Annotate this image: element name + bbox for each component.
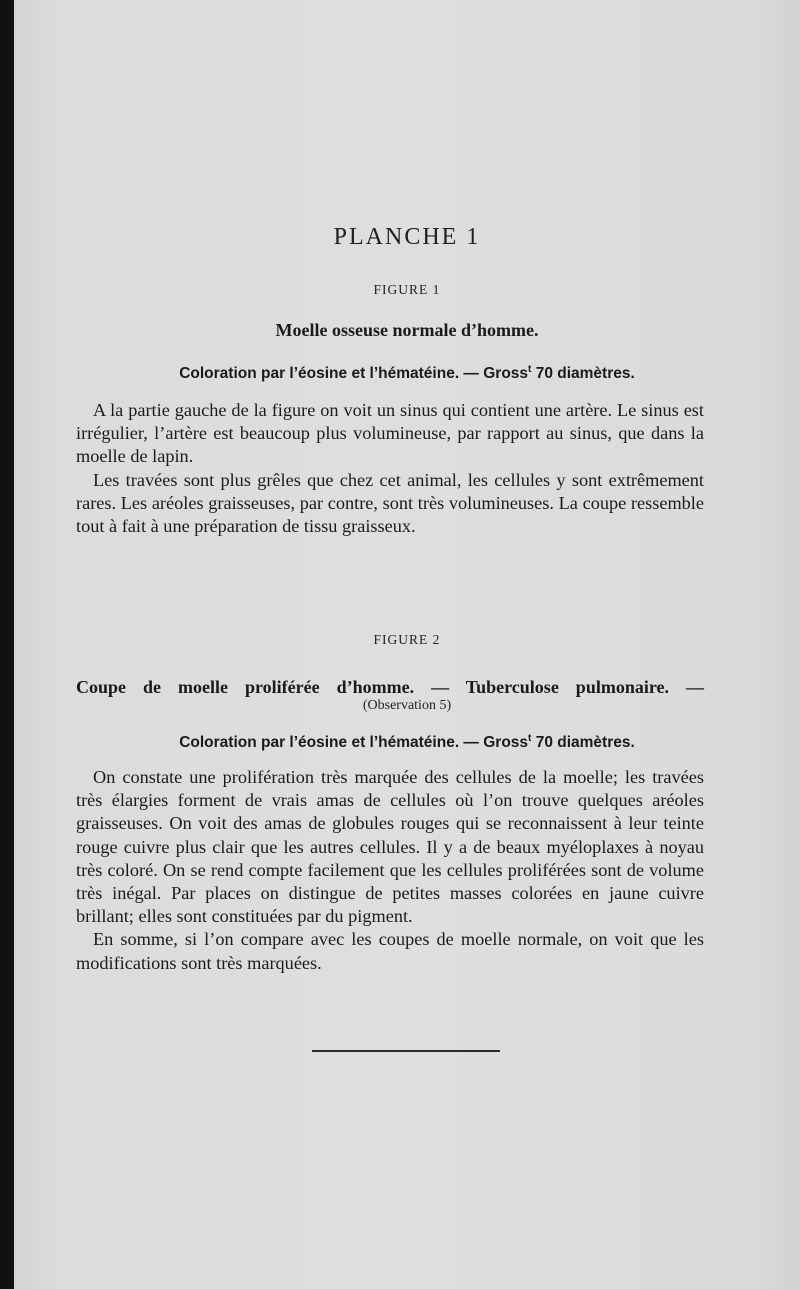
- figure-2-title: Coupe de moelle proliférée d’homme. — Tuberculose pulmonaire. —: [76, 677, 704, 697]
- figure-1-staining: Coloration par l’éosine et l’hématéine. — Gross$^t$ 70 diamètres.: [179, 363, 635, 382]
- figure-1-description: [76, 399, 704, 538]
- figure-1-title: Moelle osseuse normale d’homme.: [275, 320, 539, 340]
- scan-border: [0, 0, 14, 1289]
- paragraph: On constate une prolifération très marquée des cellules de la moelle; les travées très élargies forment de vrais amas de cellules où l’on trouve quelques aréoles graisseuses. On voit des amas de globules rouges qui se reconnaissent à leur teinte rouge cuivre plus clair que les autres cellules. Il y a de beaux myéloplaxes à noyau très coloré. On se rend compte facilement que les cellules proliférées sont de volume très inégal. Par places on distingue de petites masses colorées en jaune cuivre brillant; elles sont constituées par du pigment.: [76, 767, 704, 927]
- figure-1-label: FIGURE 1: [373, 282, 441, 297]
- end-rule: [312, 1050, 500, 1052]
- book-page: [14, 0, 800, 1289]
- figure-2-observation: (Observation 5): [362, 698, 452, 713]
- figure-2-label: FIGURE 2: [373, 632, 441, 647]
- figure-2-description: [76, 766, 704, 975]
- figure-2-staining: Coloration par l’éosine et l’hématéine. — Gross$^t$ 70 diamètres.: [179, 732, 635, 751]
- paragraph: En somme, si l’on compare avec les coupes de moelle normale, on voit que les modifications sont très marquées.: [76, 929, 704, 973]
- paragraph: A la partie gauche de la figure on voit un sinus qui contient une artère. Le sinus est irrégulier, l’artère est beaucoup plus volumineuse, par rapport au sinus, que dans la moelle de lapin.: [76, 400, 704, 467]
- plate-title: PLANCHE 1: [333, 224, 481, 250]
- paragraph: Les travées sont plus grêles que chez cet animal, les cellules y sont extrêmement rares. Les aréoles graisseuses, par contre, sont très volumineuses. La coupe ressemble tout à fait à une préparation de tissu graisseux.: [76, 469, 704, 537]
